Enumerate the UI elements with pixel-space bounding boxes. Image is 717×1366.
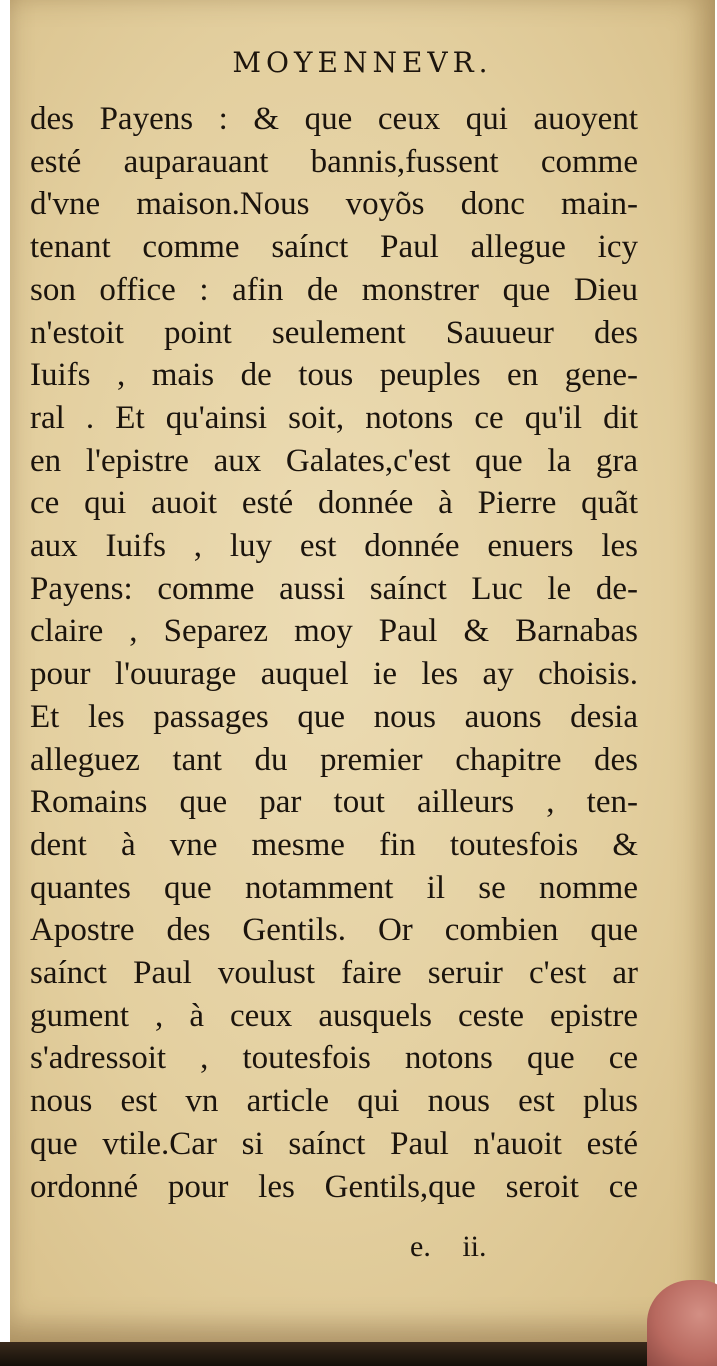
text-line: ce qui auoit esté donnée à Pierre quãt xyxy=(30,485,638,522)
text-line: saínct Paul voulust faire seruir c'est ar xyxy=(30,955,638,992)
text-line: ral . Et qu'ainsi soit, notons ce qu'il dit xyxy=(30,399,638,436)
signature-mark: e. ii. xyxy=(410,1230,487,1263)
text-line: aux Iuifs , luy est donnée enuers les xyxy=(30,528,638,565)
text-line: alleguez tant du premier chapitre des xyxy=(30,741,638,778)
text-line: n'estoit point seulement Sauueur des xyxy=(30,314,638,351)
text-line: nous est vn article qui nous est plus xyxy=(30,1083,638,1120)
text-line: Payens: comme aussi saínct Luc le de- xyxy=(30,570,638,607)
text-line: esté auparauant bannis,fussent comme xyxy=(30,143,638,180)
text-line: ordonné pour les Gentils,que seroit ce xyxy=(30,1168,638,1205)
text-line: Romains que par tout ailleurs , ten- xyxy=(30,784,638,821)
text-line: en l'epistre aux Galates,c'est que la gra xyxy=(30,442,638,479)
text-line: pour l'ouurage auquel ie les ay choisis. xyxy=(30,656,638,693)
text-line: tenant comme saínct Paul allegue icy xyxy=(30,229,638,266)
text-line: s'adressoit , toutesfois notons que ce xyxy=(30,1040,638,1077)
text-line: quantes que notamment il se nomme xyxy=(30,869,638,906)
text-line: que vtile.Car si saínct Paul n'auoit esté xyxy=(30,1125,638,1162)
book-edge xyxy=(0,1342,717,1366)
book-page xyxy=(10,0,715,1342)
text-line: d'vne maison.Nous voyõs donc main- xyxy=(30,186,638,223)
text-line: son office : afin de monstrer que Dieu xyxy=(30,271,638,308)
text-line: claire , Separez moy Paul & Barnabas xyxy=(30,613,638,650)
running-head: MOYENNEVR. xyxy=(232,46,493,79)
text-line: Iuifs , mais de tous peuples en gene- xyxy=(30,357,638,394)
text-line: Apostre des Gentils. Or combien que xyxy=(30,912,638,949)
text-line: des Payens : & que ceux qui auoyent xyxy=(30,101,638,137)
text-line: gument , à ceux ausquels ceste epistre xyxy=(30,997,638,1034)
page-body xyxy=(30,98,638,1208)
text-line: dent à vne mesme fin toutesfois & xyxy=(30,826,638,863)
text-line: Et les passages que nous auons desia xyxy=(30,698,638,735)
